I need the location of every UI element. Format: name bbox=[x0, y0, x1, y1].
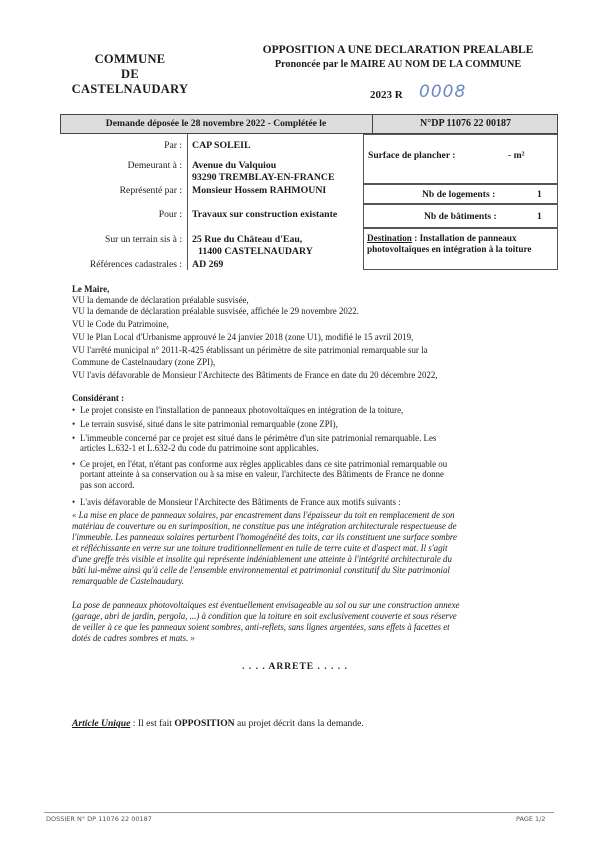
works-description: Travaux sur construction existante bbox=[192, 209, 338, 220]
abf-quote-paragraph-2: La pose de panneaux photovoltaïques est éventuellement envisageable au sol ou sur une construction annexe (garage, abri de jardin, pergola, ...) à condition que la toiture en soit exclusivement couverte et sous réserve de veiller à ce que les panneaux soient sombres, anti-reflets, sans lignes argentées, sans effets à facettes et dotés de cadres sombres et mats. » bbox=[72, 600, 460, 643]
bullet-marker: • bbox=[72, 497, 76, 507]
arrete-heading: . . . . ARRETE . . . . . bbox=[242, 662, 348, 672]
applicant-address-line1: Avenue du Valquiou bbox=[192, 160, 277, 171]
bullet-marker: • bbox=[72, 405, 76, 415]
destination-label: Destination bbox=[367, 233, 412, 243]
footer-dossier: DOSSIER N° DP 11076 22 00187 bbox=[46, 815, 152, 823]
considerant-item: Le projet consiste en l'installation de panneaux photovoltaïques en intégration de la toiture, bbox=[80, 405, 404, 415]
bullet-marker: • bbox=[72, 459, 76, 469]
article-label: Article Unique bbox=[72, 718, 131, 729]
article-text-post: au projet décrit dans la demande. bbox=[234, 718, 364, 729]
article-unique bbox=[72, 718, 364, 729]
vu-line: Commune de Castelnaudary (zone ZPI), bbox=[72, 357, 216, 367]
le-maire: Le Maire, bbox=[72, 284, 110, 294]
abf-quote-paragraph-1: « La mise en place de panneaux solaires, par encastrement dans l'épaisseur du toit en remplacement de son matériau de couverture ou en surimposition, ne constitue pas une intégration architecturale respectueuse de l'immeuble. Les panneaux solaires perturbent l'homogénéité des toits, car ils constituent une surface sombre et réfléchissante en verre sur une toiture traditionnellement en tuile de terre cuite et d'aspect mat. Il s'agit d'une greffe très visible et insolite qui représente indéniablement une atteinte à l'intégrité architecturale du bâti lui-même ainsi qu'à celle de l'ensemble environnemental et patrimonial constitutif du Site patrimonial remarquable de Castelnaudary. bbox=[72, 510, 457, 586]
label-representative: Représenté par : bbox=[119, 185, 182, 196]
footer-rule bbox=[44, 812, 554, 813]
dossier-number: N°DP 11076 22 00187 bbox=[420, 118, 511, 129]
bullet-marker: • bbox=[72, 433, 76, 443]
arrete-ref-prefix: 2023 R bbox=[370, 89, 403, 101]
cadastral-ref: AD 269 bbox=[192, 259, 224, 270]
commune-line-1: COMMUNE bbox=[94, 52, 166, 66]
housing-value: 1 bbox=[537, 189, 542, 200]
document-title: OPPOSITION A UNE DECLARATION PREALABLE bbox=[262, 44, 534, 56]
considerant-heading: Considérant : bbox=[72, 393, 125, 403]
vu-line: VU le Plan Local d'Urbanisme approuvé le 24 janvier 2018 (zone U1), modifié le 15 avril 2019, bbox=[72, 332, 414, 342]
label-applicant: Par : bbox=[164, 140, 182, 151]
considerant-item: Le terrain susvisé, situé dans le site patrimonial remarquable (zone ZPI), bbox=[80, 419, 338, 429]
destination-value: : Installation de panneaux photovoltaïques en intégration à la toiture bbox=[367, 233, 532, 254]
article-opposition: OPPOSITION bbox=[174, 718, 235, 729]
vu-line: VU la demande de déclaration préalable susvisée, bbox=[72, 295, 249, 305]
label-works: Pour : bbox=[158, 209, 182, 220]
bullet-marker: • bbox=[72, 419, 76, 429]
land-address-line2: 11400 CASTELNAUDARY bbox=[198, 246, 313, 257]
table-divider bbox=[187, 134, 188, 270]
representative-name: Monsieur Hossem RAHMOUNI bbox=[192, 185, 327, 196]
commune-line-3: CASTELNAUDARY bbox=[71, 82, 189, 96]
applicant-name: CAP SOLEIL bbox=[192, 140, 251, 151]
deposit-date: Demande déposée le 28 novembre 2022 - Complétée le bbox=[105, 118, 327, 129]
considerant-item: L'immeuble concerné par ce projet est situé dans le périmètre d'un site patrimonial remarquable. Les articles L.632-1 et L.632-2 du code du patrimoine sont applicables. bbox=[80, 433, 437, 454]
article-text-pre: : Il est fait bbox=[130, 718, 175, 729]
land-address-line1: 25 Rue du Château d'Eau, bbox=[192, 234, 303, 245]
applicant-address-line2: 93290 TREMBLAY-EN-FRANCE bbox=[192, 172, 335, 183]
buildings-label: Nb de bâtiments : bbox=[424, 211, 497, 222]
considerant-item: Ce projet, en l'état, n'étant pas conforme aux règles applicables dans ce site patrimonial remarquable ou portant atteinte à sa conservation ou à sa mise en valeur, l'architecte des Bâtiments de France ne donne pas son accord. bbox=[80, 459, 448, 490]
vu-line: VU le Code du Patrimoine, bbox=[72, 319, 169, 329]
label-land: Sur un terrain sis à : bbox=[104, 234, 182, 245]
housing-label: Nb de logements : bbox=[422, 189, 496, 200]
commune-line-2: DE bbox=[121, 67, 139, 81]
vu-line: VU la demande de déclaration préalable susvisée, affichée le 29 novembre 2022. bbox=[72, 306, 359, 316]
arrete-ref-handwritten: 0008 bbox=[419, 82, 467, 102]
floor-area-label: Surface de plancher : bbox=[368, 150, 456, 161]
considerant-item: L'avis défavorable de Monsieur l'Architecte des Bâtiments de France aux motifs suivants : bbox=[80, 497, 401, 507]
footer-page: PAGE 1/2 bbox=[516, 815, 546, 823]
vu-line: VU l'arrêté municipal n° 2011-R-425 établissant un périmètre de site patrimonial remarquable sur la bbox=[72, 345, 428, 355]
document-subtitle: Prononcée par le MAIRE AU NOM DE LA COMMUNE bbox=[274, 59, 522, 70]
destination-text bbox=[367, 233, 555, 255]
label-residing: Demeurant à : bbox=[127, 160, 182, 171]
vu-line: VU l'avis défavorable de Monsieur l'Architecte des Bâtiments de France en date du 20 décembre 2022, bbox=[72, 370, 438, 380]
label-cadastral: Références cadastrales : bbox=[89, 259, 182, 270]
commune-block bbox=[60, 52, 200, 97]
floor-area-value: - m² bbox=[508, 150, 525, 161]
buildings-value: 1 bbox=[537, 211, 542, 222]
